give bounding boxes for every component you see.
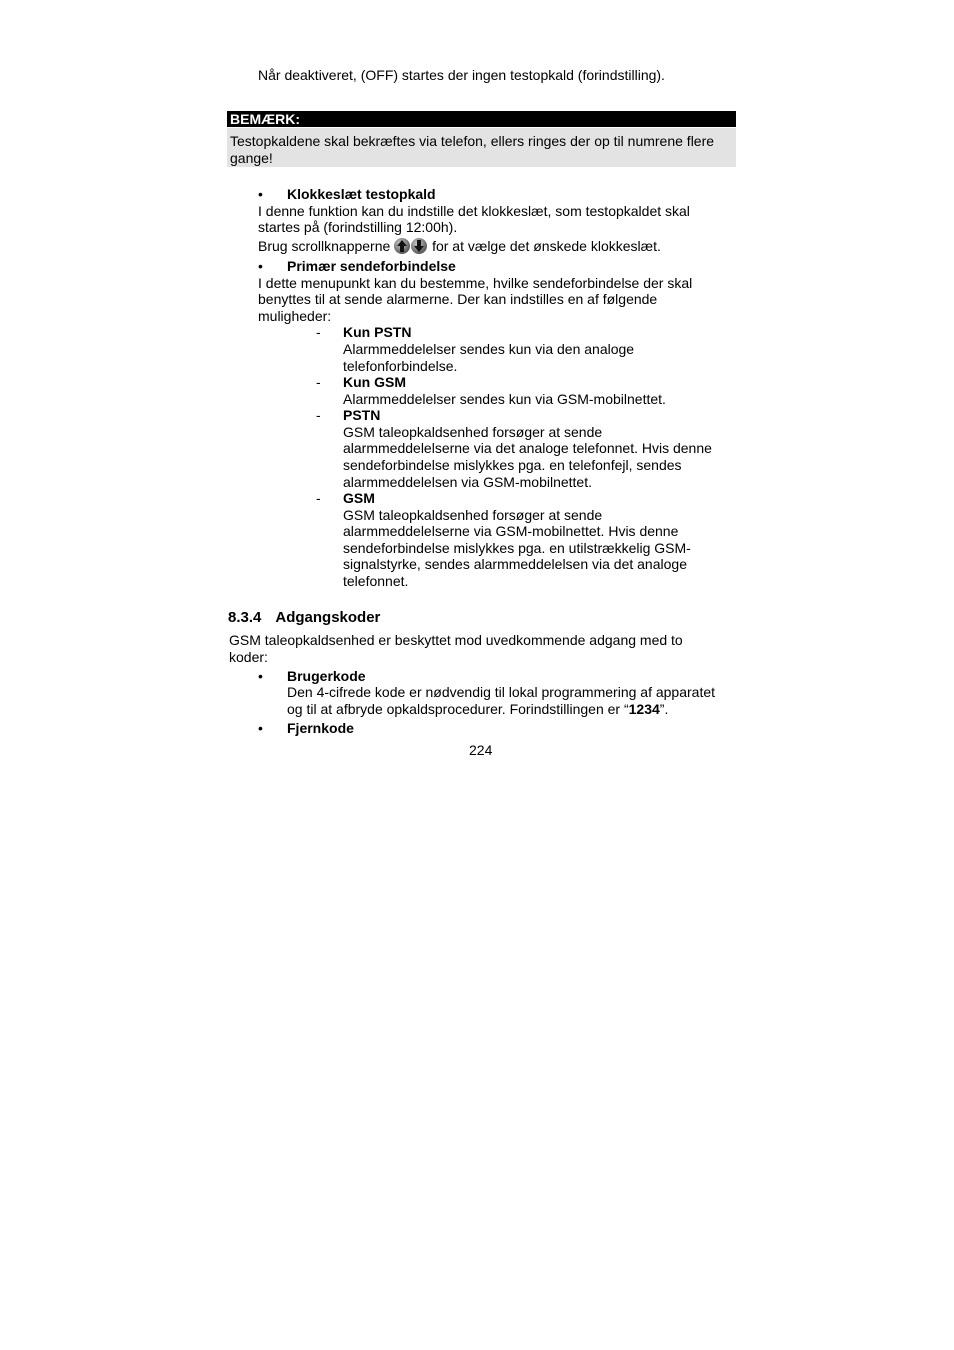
intro-text: Når deaktiveret, (OFF) startes der ingen testopkald (forindstilling). (258, 67, 665, 83)
user-code-title: Brugerkode (287, 668, 366, 684)
kun-gsm-line-1: Alarmmeddelelser sendes kun via GSM-mobilnettet. (343, 391, 666, 407)
note-line-1: Testopkaldene skal bekræftes via telefon, ellers ringes der op til numrene flere (230, 133, 715, 149)
option-dash: - (316, 407, 321, 423)
gsm-line-5: telefonnet. (343, 573, 409, 589)
user-code-line-2a: og til at afbryde opkaldsprocedurer. Forindstillingen er “ (287, 701, 629, 717)
kun-gsm-title: Kun GSM (343, 374, 406, 390)
arrow-up-icon (394, 238, 410, 254)
kun-pstn-title: Kun PSTN (343, 324, 412, 340)
pstn-title: PSTN (343, 407, 381, 423)
user-code-line-1: Den 4-cifrede kode er nødvendig til lokal programmering af apparatet (287, 684, 716, 700)
section-line-1: GSM taleopkaldsenhed er beskyttet mod uvedkommende adgang med to (229, 632, 683, 648)
bullet-marker: • (258, 258, 263, 274)
bullet-marker: • (258, 668, 263, 684)
option-dash: - (316, 490, 321, 506)
primary-line-3: muligheder: (258, 308, 332, 324)
note-box (227, 128, 736, 167)
section-title: Adgangskoder (275, 609, 381, 626)
note-line-2: gange! (230, 150, 273, 166)
clock-line-3b: for at vælge det ønskede klokkeslæt. (432, 238, 661, 254)
kun-pstn-line-1: Alarmmeddelelser sendes kun via den analoge (343, 341, 635, 357)
default-code: 1234 (628, 701, 660, 717)
user-code-line-2 (287, 701, 668, 718)
primary-line-2: benyttes til at sende alarmerne. Der kan indstilles en af følgende (258, 291, 658, 307)
user-code-line-2b: ”. (659, 701, 669, 717)
pstn-line-3: sendeforbindelse mislykkes pga. en telefonfejl, sendes (343, 457, 682, 473)
pstn-line-2: alarmmeddelelserne via det analoge telefonnet. Hvis denne (343, 440, 712, 456)
gsm-title: GSM (343, 490, 375, 506)
section-heading (228, 609, 380, 626)
pstn-line-4: alarmmeddelelsen via GSM-mobilnettet. (343, 474, 592, 490)
gsm-line-2: alarmmeddelelserne via GSM-mobilnettet. Hvis denne (343, 523, 679, 539)
clock-line-1: I denne funktion kan du indstille det klokkeslæt, som testopkaldet skal (258, 203, 690, 219)
clock-line-2: startes på (forindstilling 12:00h). (258, 219, 458, 235)
option-dash: - (316, 374, 321, 390)
bullet-marker: • (258, 720, 263, 736)
note-title: BEMÆRK: (227, 111, 736, 127)
clock-line-3 (258, 238, 661, 255)
section-line-2: koder: (229, 649, 268, 665)
primary-line-1: I dette menupunkt kan du bestemme, hvilke sendeforbindelse der skal (258, 275, 693, 291)
bullet-marker: • (258, 186, 263, 202)
kun-pstn-line-2: telefonforbindelse. (343, 358, 458, 374)
section-number: 8.3.4 (228, 609, 262, 626)
remote-code-title: Fjernkode (287, 720, 354, 736)
page-number: 224 (469, 742, 493, 758)
arrow-down-icon (411, 238, 427, 254)
gsm-line-3: sendeforbindelse mislykkes pga. en utilstrækkelig GSM- (343, 540, 691, 556)
primary-title: Primær sendeforbindelse (287, 258, 456, 274)
option-dash: - (316, 324, 321, 340)
clock-title: Klokkeslæt testopkald (287, 186, 436, 202)
gsm-line-4: signalstyrke, sendes alarmmeddelelsen via det analoge (343, 556, 687, 572)
clock-line-3a: Brug scrollknapperne (258, 238, 391, 254)
pstn-line-1: GSM taleopkaldsenhed forsøger at sende (343, 424, 603, 440)
gsm-line-1: GSM taleopkaldsenhed forsøger at sende (343, 507, 603, 523)
